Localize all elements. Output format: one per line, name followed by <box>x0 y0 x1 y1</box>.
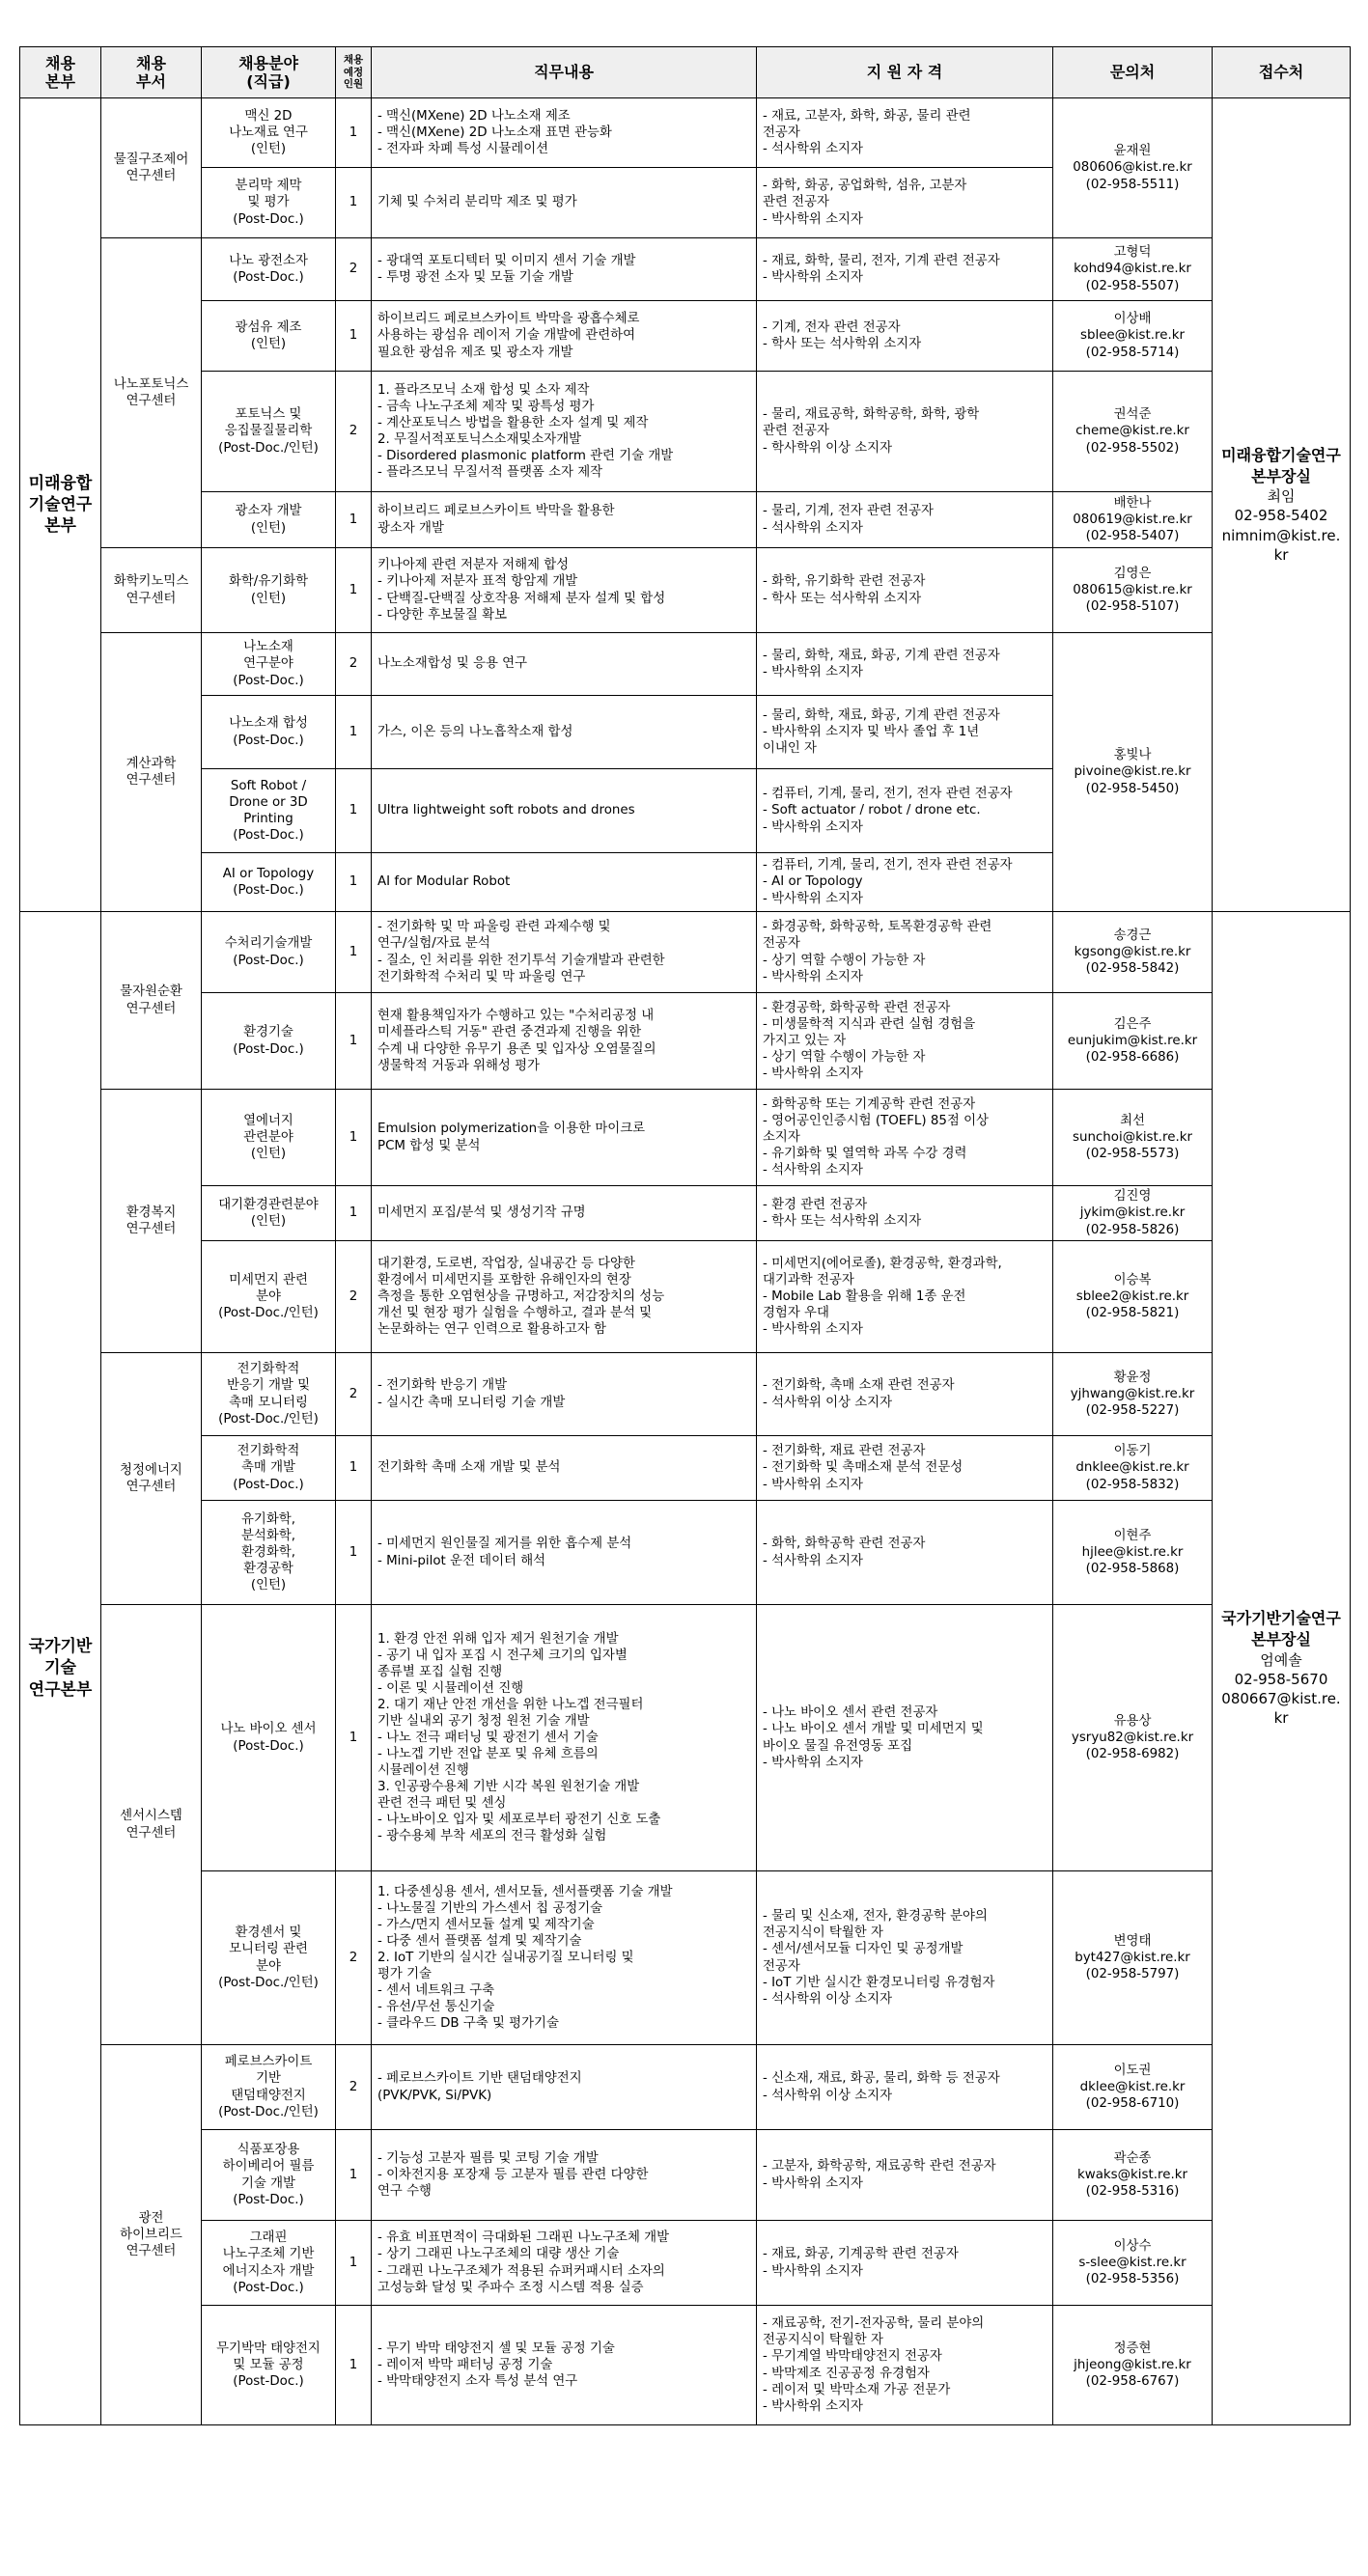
duty-cell: AI for Modular Robot <box>372 853 757 912</box>
duty-cell: 가스, 이온 등의 나노흡착소재 합성 <box>372 696 757 769</box>
contact-cell: 윤재원 080606@kist.re.kr (02-958-5511) <box>1053 98 1213 238</box>
center-cell: 화학키노믹스 연구센터 <box>101 548 202 633</box>
table-row <box>20 548 1351 633</box>
duty-cell: - 광대역 포토디텍터 및 이미지 센서 기술 개발 - 투명 광전 소자 및 모듈 기술 개발 <box>372 238 757 301</box>
duty-cell: - 유효 비표면적이 극대화된 그래핀 나노구조체 개발 - 상기 그래핀 나노구조체의 대량 생산 기술 - 그래핀 나노구조체가 적용된 슈퍼커패시터 소자의 고성능화 달성 및 주파수 조정 시스템 적용 실증 <box>372 2221 757 2306</box>
count-cell: 1 <box>336 548 372 633</box>
field-cell: 무기박막 태양전지 및 모듈 공정 (Post-Doc.) <box>202 2306 336 2425</box>
contact-cell: 홍빛나 pivoine@kist.re.kr (02-958-5450) <box>1053 633 1213 912</box>
field-cell: AI or Topology (Post-Doc.) <box>202 853 336 912</box>
duty-cell: 대기환경, 도로변, 작업장, 실내공간 등 다양한 환경에서 미세먼지를 포함한 유해인자의 현장 측정을 통한 오염현상을 규명하고, 저감장치의 성능 개선 및 현장 평가 실험을 수행하고, 결과 분석 및 논문화하는 연구 인력으로 활용하고자 함 <box>372 1241 757 1353</box>
contact-cell: 고형덕 kohd94@kist.re.kr (02-958-5507) <box>1053 238 1213 301</box>
field-cell: 전기화학적 반응기 개발 및 촉매 모니터링 (Post-Doc./인턴) <box>202 1353 336 1436</box>
table-row <box>20 2221 1351 2306</box>
duty-cell: 하이브리드 페로브스카이트 박막을 광흡수체로 사용하는 광섬유 레이저 기술 개발에 관련하여 필요한 광섬유 제조 및 광소자 개발 <box>372 301 757 372</box>
contact-cell: 이승복 sblee2@kist.re.kr (02-958-5821) <box>1053 1241 1213 1353</box>
field-cell: 페로브스카이트 기반 탠덤태양전지 (Post-Doc./인턴) <box>202 2045 336 2130</box>
contact-cell: 권석준 cheme@kist.re.kr (02-958-5502) <box>1053 372 1213 492</box>
duty-cell: 키나아제 관련 저분자 저해제 합성 - 키나아제 저분자 표적 항암제 개발 - 단백질-단백질 상호작용 저해제 분자 설계 및 합성 - 다양한 후보물질 확보 <box>372 548 757 633</box>
qualification-cell: - 재료, 화학, 물리, 전자, 기계 관련 전공자 - 박사학위 소지자 <box>757 238 1053 301</box>
count-cell: 1 <box>336 2130 372 2221</box>
count-cell: 1 <box>336 1436 372 1501</box>
count-cell: 1 <box>336 168 372 238</box>
contact-cell: 변영태 byt427@kist.re.kr (02-958-5797) <box>1053 1871 1213 2045</box>
recruitment-table <box>19 46 1351 2425</box>
qualification-cell: - 물리, 기계, 전자 관련 전공자 - 석사학위 소지자 <box>757 492 1053 548</box>
qualification-cell: - 환경공학, 화학공학 관련 전공자 - 미생물학적 지식과 관련 실험 경험을 가지고 있는 자 - 상기 역할 수행이 가능한 자 - 박사학위 소지자 <box>757 993 1053 1090</box>
qualification-cell: - 화학, 유기화학 관련 전공자 - 학사 또는 석사학위 소지자 <box>757 548 1053 633</box>
table-row <box>20 1436 1351 1501</box>
field-cell: Soft Robot / Drone or 3D Printing (Post-Doc.) <box>202 769 336 853</box>
field-cell: 그래핀 나노구조체 기반 에너지소자 개발 (Post-Doc.) <box>202 2221 336 2306</box>
contact-cell: 유용상 ysryu82@kist.re.kr (02-958-6982) <box>1053 1605 1213 1871</box>
count-cell: 2 <box>336 1353 372 1436</box>
table-row <box>20 2045 1351 2130</box>
qualification-cell: - 기계, 전자 관련 전공자 - 학사 또는 석사학위 소지자 <box>757 301 1053 372</box>
count-cell: 1 <box>336 993 372 1090</box>
table-row <box>20 633 1351 696</box>
contact-cell: 김은주 eunjukim@kist.re.kr (02-958-6686) <box>1053 993 1213 1090</box>
qualification-cell: - 신소재, 재료, 화공, 물리, 화학 등 전공자 - 석사학위 이상 소지자 <box>757 2045 1053 2130</box>
header-receipt: 접수처 <box>1213 47 1351 98</box>
count-cell: 1 <box>336 492 372 548</box>
center-cell: 물질구조제어 연구센터 <box>101 98 202 238</box>
receipt-national-infrastructure <box>1213 912 1351 2425</box>
qualification-cell: - 컴퓨터, 기계, 물리, 전기, 전자 관련 전공자 - Soft actuator / robot / drone etc. - 박사학위 소지자 <box>757 769 1053 853</box>
contact-cell: 김영은 080615@kist.re.kr (02-958-5107) <box>1053 548 1213 633</box>
duty-cell: 미세먼지 포집/분석 및 생성기작 규명 <box>372 1186 757 1241</box>
count-cell: 2 <box>336 372 372 492</box>
duty-cell: 전기화학 촉매 소재 개발 및 분석 <box>372 1436 757 1501</box>
qualification-cell: - 나노 바이오 센서 관련 전공자 - 나노 바이오 센서 개발 및 미세먼지 및 바이오 물질 유전영동 포집 - 박사학위 소지자 <box>757 1605 1053 1871</box>
count-cell: 1 <box>336 769 372 853</box>
center-cell: 청정에너지 연구센터 <box>101 1353 202 1605</box>
table-row <box>20 1090 1351 1186</box>
receipt-person: 최임 <box>1267 487 1296 506</box>
count-cell: 1 <box>336 1090 372 1186</box>
field-cell: 광소자 개발 (인턴) <box>202 492 336 548</box>
count-cell: 1 <box>336 98 372 168</box>
table-row <box>20 912 1351 993</box>
table-row <box>20 1353 1351 1436</box>
qualification-cell: - 전기화학, 촉매 소재 관련 전공자 - 석사학위 이상 소지자 <box>757 1353 1053 1436</box>
duty-cell: - 전기화학 및 막 파울링 관련 과제수행 및 연구/실험/자료 분석 - 질소, 인 처리를 위한 전기투석 기술개발과 관련한 전기화학적 수처리 및 막 파울링 연구 <box>372 912 757 993</box>
duty-cell: 기체 및 수처리 분리막 제조 및 평가 <box>372 168 757 238</box>
field-cell: 유기화학, 분석화학, 환경화학, 환경공학 (인턴) <box>202 1501 336 1605</box>
qualification-cell: - 물리, 화학, 재료, 화공, 기계 관련 전공자 - 박사학위 소지자 <box>757 633 1053 696</box>
receipt-person: 엄예솔 <box>1260 1650 1302 1669</box>
qualification-cell: - 물리, 재료공학, 화학공학, 화학, 광학 관련 전공자 - 학사학위 이상 소지자 <box>757 372 1053 492</box>
duty-cell: - 미세먼지 원인물질 제거를 위한 흡수제 분석 - Mini-pilot 운전 데이터 해석 <box>372 1501 757 1605</box>
duty-cell: 1. 환경 안전 위해 입자 제거 원천기술 개발 - 공기 내 입자 포집 시 전구체 크기의 입자별 종류별 포집 실험 진행 - 이론 및 시뮬레이션 진행 2. 대기 재난 안전 개선을 위한 나노겝 전극필터 기반 실내외 공기 청정 원천 기술 개발 - 나노 전극 패터닝 및 광전기 센서 기술 - 나노겝 기반 전압 분포 및 유체 흐름의 시뮬레이션 진행 3. 인공광수용체 기반 시각 복원 원천기술 개발 관련 전극 패턴 및 센싱 - 나노바이오 입자 및 세포로부터 광전기 신호 도출 - 광수용체 부착 세포의 전극 활성화 실험 <box>372 1605 757 1871</box>
qualification-cell: - 환경 관련 전공자 - 학사 또는 석사학위 소지자 <box>757 1186 1053 1241</box>
receipt-office-line2: 본부장실 <box>1251 1630 1311 1648</box>
table-row <box>20 98 1351 168</box>
qualification-cell: - 물리 및 신소재, 전자, 환경공학 분야의 전공지식이 탁월한 자 - 센서/센서모듈 디자인 및 공정개발 전공자 - IoT 기반 실시간 환경모니터링 유경험자 - 석사학위 이상 소지자 <box>757 1871 1053 2045</box>
field-cell: 열에너지 관련분야 (인턴) <box>202 1090 336 1186</box>
duty-cell: 나노소재합성 및 응용 연구 <box>372 633 757 696</box>
count-cell: 1 <box>336 2306 372 2425</box>
table-row <box>20 1871 1351 2045</box>
qualification-cell: - 화학공학 또는 기계공학 관련 전공자 - 영어공인인증시험 (TOEFL) 85점 이상 소지자 - 유기화학 및 열역학 과목 수강 경력 - 석사학위 소지자 <box>757 1090 1053 1186</box>
count-cell: 2 <box>336 633 372 696</box>
table-row <box>20 2306 1351 2425</box>
header-hq: 채용 본부 <box>20 47 101 98</box>
field-cell: 나노소재 합성 (Post-Doc.) <box>202 696 336 769</box>
qualification-cell: - 재료, 고분자, 화학, 화공, 물리 관련 전공자 - 석사학위 소지자 <box>757 98 1053 168</box>
table-row <box>20 993 1351 1090</box>
qualification-cell: - 전기화학, 재료 관련 전공자 - 전기화학 및 촉매소재 분석 전문성 - 박사학위 소지자 <box>757 1436 1053 1501</box>
duty-cell: - 무기 박막 태양전지 셀 및 모듈 공정 기술 - 레이저 박막 패터닝 공정 기술 - 박막태양전지 소자 특성 분석 연구 <box>372 2306 757 2425</box>
count-cell: 1 <box>336 853 372 912</box>
qualification-cell: - 고분자, 화학공학, 재료공학 관련 전공자 - 박사학위 소지자 <box>757 2130 1053 2221</box>
receipt-email: 080667@kist.re.kr <box>1221 1690 1341 1728</box>
qualification-cell: - 컴퓨터, 기계, 물리, 전기, 전자 관련 전공자 - AI or Topology - 박사학위 소지자 <box>757 853 1053 912</box>
count-cell: 1 <box>336 912 372 993</box>
table-row <box>20 2130 1351 2221</box>
table-row <box>20 1501 1351 1605</box>
center-cell: 센서시스템 연구센터 <box>101 1605 202 2045</box>
contact-cell: 곽순종 kwaks@kist.re.kr (02-958-5316) <box>1053 2130 1213 2221</box>
qualification-cell: - 화학, 화공, 공업화학, 섬유, 고분자 관련 전공자 - 박사학위 소지자 <box>757 168 1053 238</box>
duty-cell: - 기능성 고분자 필름 및 코팅 기술 개발 - 이차전지용 포장재 등 고분자 필름 관련 다양한 연구 수행 <box>372 2130 757 2221</box>
header-row <box>20 47 1351 98</box>
contact-cell: 정증현 jhjeong@kist.re.kr (02-958-6767) <box>1053 2306 1213 2425</box>
count-cell: 1 <box>336 301 372 372</box>
count-cell: 2 <box>336 238 372 301</box>
contact-cell: 황윤정 yjhwang@kist.re.kr (02-958-5227) <box>1053 1353 1213 1436</box>
receipt-office-line2: 본부장실 <box>1251 466 1311 485</box>
center-cell: 물자원순환 연구센터 <box>101 912 202 1090</box>
field-cell: 나노소재 연구분야 (Post-Doc.) <box>202 633 336 696</box>
duty-cell: Emulsion polymerization을 이용한 마이크로 PCM 합성 및 분석 <box>372 1090 757 1186</box>
center-cell: 계산과학 연구센터 <box>101 633 202 912</box>
field-cell: 환경센서 및 모니터링 관련 분야 (Post-Doc./인턴) <box>202 1871 336 2045</box>
header-duty: 직무내용 <box>372 47 757 98</box>
duty-cell: - 전기화학 반응기 개발 - 실시간 촉매 모니터링 기술 개발 <box>372 1353 757 1436</box>
header-center: 채용 부서 <box>101 47 202 98</box>
receipt-office-line1: 국가기반기술연구 <box>1221 1609 1341 1628</box>
receipt-phone: 02-958-5402 <box>1234 507 1328 525</box>
count-cell: 1 <box>336 696 372 769</box>
table-row <box>20 238 1351 301</box>
contact-cell: 이상수 s-slee@kist.re.kr (02-958-5356) <box>1053 2221 1213 2306</box>
center-cell: 광전 하이브리드 연구센터 <box>101 2045 202 2425</box>
field-cell: 나노 바이오 센서 (Post-Doc.) <box>202 1605 336 1871</box>
table-row <box>20 1186 1351 1241</box>
receipt-future-convergence <box>1213 98 1351 912</box>
field-cell: 미세먼지 관련 분야 (Post-Doc./인턴) <box>202 1241 336 1353</box>
header-count: 채용 예정 인원 <box>336 47 372 98</box>
center-cell: 나노포토닉스 연구센터 <box>101 238 202 548</box>
field-cell: 화학/유기화학 (인턴) <box>202 548 336 633</box>
table-row <box>20 1241 1351 1353</box>
contact-cell: 이도권 dklee@kist.re.kr (02-958-6710) <box>1053 2045 1213 2130</box>
contact-cell: 최선 sunchoi@kist.re.kr (02-958-5573) <box>1053 1090 1213 1186</box>
hq-future-convergence: 미래융합 기술연구 본부 <box>20 98 101 912</box>
count-cell: 2 <box>336 2045 372 2130</box>
table-row <box>20 301 1351 372</box>
duty-cell: 현재 활용책임자가 수행하고 있는 "수처리공정 내 미세플라스틱 거동" 관련 중견과제 진행을 위한 수계 내 다양한 유무기 용존 및 입자상 오염물질의 생물학적 거동과 위해성 평가 <box>372 993 757 1090</box>
contact-cell: 배한나 080619@kist.re.kr (02-958-5407) <box>1053 492 1213 548</box>
header-contact: 문의처 <box>1053 47 1213 98</box>
header-field: 채용분야 (직급) <box>202 47 336 98</box>
contact-cell: 이상배 sblee@kist.re.kr (02-958-5714) <box>1053 301 1213 372</box>
field-cell: 맥신 2D 나노재료 연구 (인턴) <box>202 98 336 168</box>
receipt-email: nimnim@kist.re.kr <box>1221 526 1341 564</box>
count-cell: 1 <box>336 2221 372 2306</box>
field-cell: 나노 광전소자 (Post-Doc.) <box>202 238 336 301</box>
hq-national-infrastructure: 국가기반 기술 연구본부 <box>20 912 101 2425</box>
contact-cell: 이현주 hjlee@kist.re.kr (02-958-5868) <box>1053 1501 1213 1605</box>
duty-cell: - 페로브스카이트 기반 탠덤태양전지 (PVK/PVK, Si/PVK) <box>372 2045 757 2130</box>
contact-cell: 송경근 kgsong@kist.re.kr (02-958-5842) <box>1053 912 1213 993</box>
field-cell: 식품포장용 하이베리어 필름 기술 개발 (Post-Doc.) <box>202 2130 336 2221</box>
duty-cell: 하이브리드 페로브스카이트 박막을 활용한 광소자 개발 <box>372 492 757 548</box>
count-cell: 1 <box>336 1605 372 1871</box>
duty-cell: 1. 다중센싱용 센서, 센서모듈, 센서플랫폼 기술 개발 - 나노물질 기반의 가스센서 칩 공정기술 - 가스/먼지 센서모듈 설계 및 제작기술 - 다중 센서 플랫폼 설계 및 제작기술 2. IoT 기반의 실시간 실내공기질 모니터링 및 평가 기술 - 센서 네트워크 구축 - 유선/무선 통신기술 - 클라우드 DB 구축 및 평가기술 <box>372 1871 757 2045</box>
recruitment-table-wrapper <box>19 46 1351 2425</box>
header-qualification: 지 원 자 격 <box>757 47 1053 98</box>
field-cell: 포토닉스 및 응집물질물리학 (Post-Doc./인턴) <box>202 372 336 492</box>
field-cell: 대기환경관련분야 (인턴) <box>202 1186 336 1241</box>
qualification-cell: - 미세먼지(에어로졸), 환경공학, 환경과학, 대기과학 전공자 - Mobile Lab 활용을 위해 1종 운전 경험자 우대 - 박사학위 소지자 <box>757 1241 1053 1353</box>
count-cell: 2 <box>336 1871 372 2045</box>
qualification-cell: - 재료, 화공, 기계공학 관련 전공자 - 박사학위 소지자 <box>757 2221 1053 2306</box>
qualification-cell: - 화경공학, 화학공학, 토목환경공학 관련 전공자 - 상기 역할 수행이 가능한 자 - 박사학위 소지자 <box>757 912 1053 993</box>
table-row <box>20 372 1351 492</box>
field-cell: 전기화학적 촉매 개발 (Post-Doc.) <box>202 1436 336 1501</box>
qualification-cell: - 재료공학, 전기-전자공학, 물리 분야의 전공지식이 탁월한 자 - 무기계열 박막태양전지 전공자 - 박막제조 진공공정 유경험자 - 레이저 및 박막소재 가공 전문가 - 박사학위 소지자 <box>757 2306 1053 2425</box>
contact-cell: 이동기 dnklee@kist.re.kr (02-958-5832) <box>1053 1436 1213 1501</box>
table-row <box>20 1605 1351 1871</box>
receipt-phone: 02-958-5670 <box>1234 1670 1328 1688</box>
count-cell: 1 <box>336 1501 372 1605</box>
duty-cell: - 맥신(MXene) 2D 나노소재 제조 - 맥신(MXene) 2D 나노소재 표면 관능화 - 전자파 차폐 특성 시뮬레이션 <box>372 98 757 168</box>
qualification-cell: - 물리, 화학, 재료, 화공, 기계 관련 전공자 - 박사학위 소지자 및 박사 졸업 후 1년 이내인 자 <box>757 696 1053 769</box>
count-cell: 1 <box>336 1186 372 1241</box>
duty-cell: 1. 플라즈모닉 소재 합성 및 소자 제작 - 금속 나노구조체 제작 및 광특성 평가 - 계산포토닉스 방법을 활용한 소자 설계 및 제작 2. 무질서적포토닉스소재및소자개발 - Disordered plasmonic platform 관련 기술 개발 - 플라즈모닉 무질서적 플랫폼 소자 제작 <box>372 372 757 492</box>
qualification-cell: - 화학, 화학공학 관련 전공자 - 석사학위 소지자 <box>757 1501 1053 1605</box>
center-cell: 환경복지 연구센터 <box>101 1090 202 1353</box>
duty-cell: Ultra lightweight soft robots and drones <box>372 769 757 853</box>
count-cell: 2 <box>336 1241 372 1353</box>
receipt-office-line1: 미래융합기술연구 <box>1221 445 1341 464</box>
table-row <box>20 492 1351 548</box>
field-cell: 광섬유 제조 (인턴) <box>202 301 336 372</box>
field-cell: 수처리기술개발 (Post-Doc.) <box>202 912 336 993</box>
field-cell: 환경기술 (Post-Doc.) <box>202 993 336 1090</box>
field-cell: 분리막 제막 및 평가 (Post-Doc.) <box>202 168 336 238</box>
contact-cell: 김진영 jykim@kist.re.kr (02-958-5826) <box>1053 1186 1213 1241</box>
